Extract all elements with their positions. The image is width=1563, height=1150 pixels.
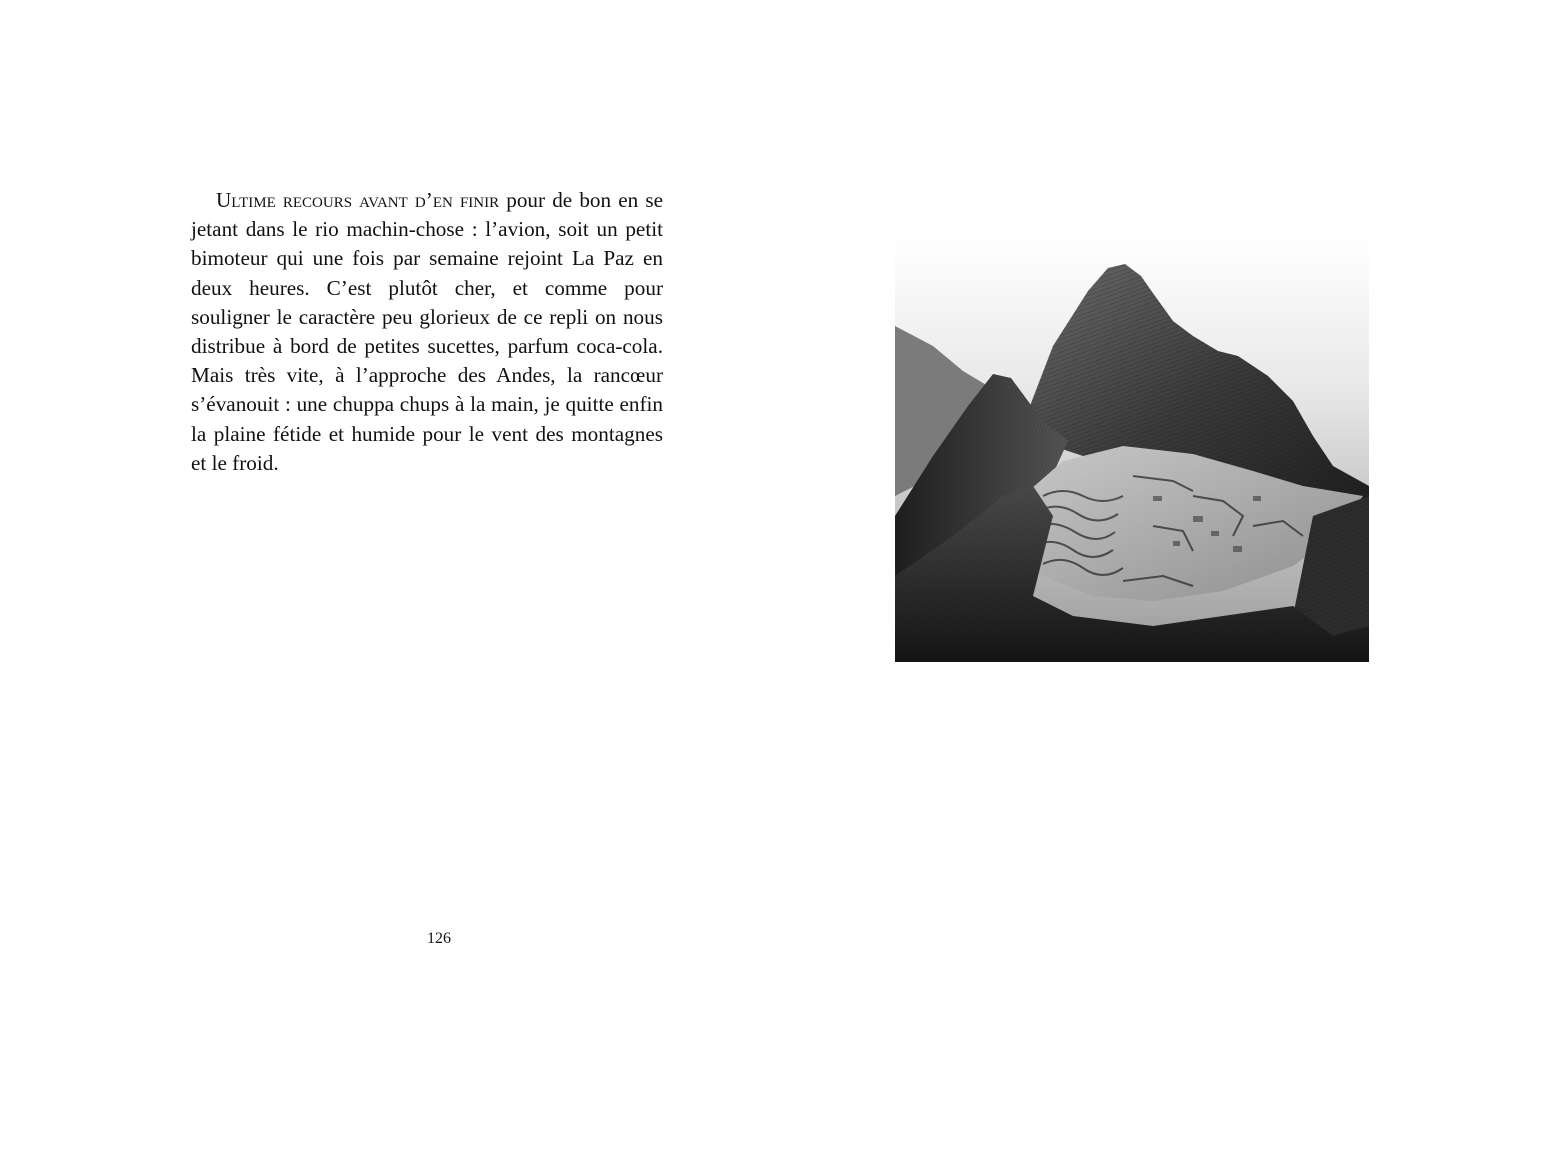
page-number: 126 bbox=[427, 930, 451, 947]
mountain-illustration bbox=[893, 196, 1371, 666]
paragraph-text: pour de bon en se jetant dans le rio machin-chose : l’avion, soit un petit bimoteur qui une fois par semaine rejoint La Paz en deux heures. C’est plutôt cher, et comme pour souligner le caractère peu glorieux de ce repli on nous distribue à bord de petites sucettes, parfum coca-cola. Mais très vite, à l’approche des Andes, la rancœur s’évanouit : une chuppa chups à la main, je quitte enfin la plaine fétide et humide pour le vent des montagnes et le froid. bbox=[191, 188, 663, 475]
left-page bbox=[0, 0, 781, 1150]
body-paragraph bbox=[191, 186, 663, 478]
lead-small-caps: Ultime recours avant d’en finir bbox=[216, 188, 500, 212]
right-page bbox=[781, 0, 1563, 1150]
